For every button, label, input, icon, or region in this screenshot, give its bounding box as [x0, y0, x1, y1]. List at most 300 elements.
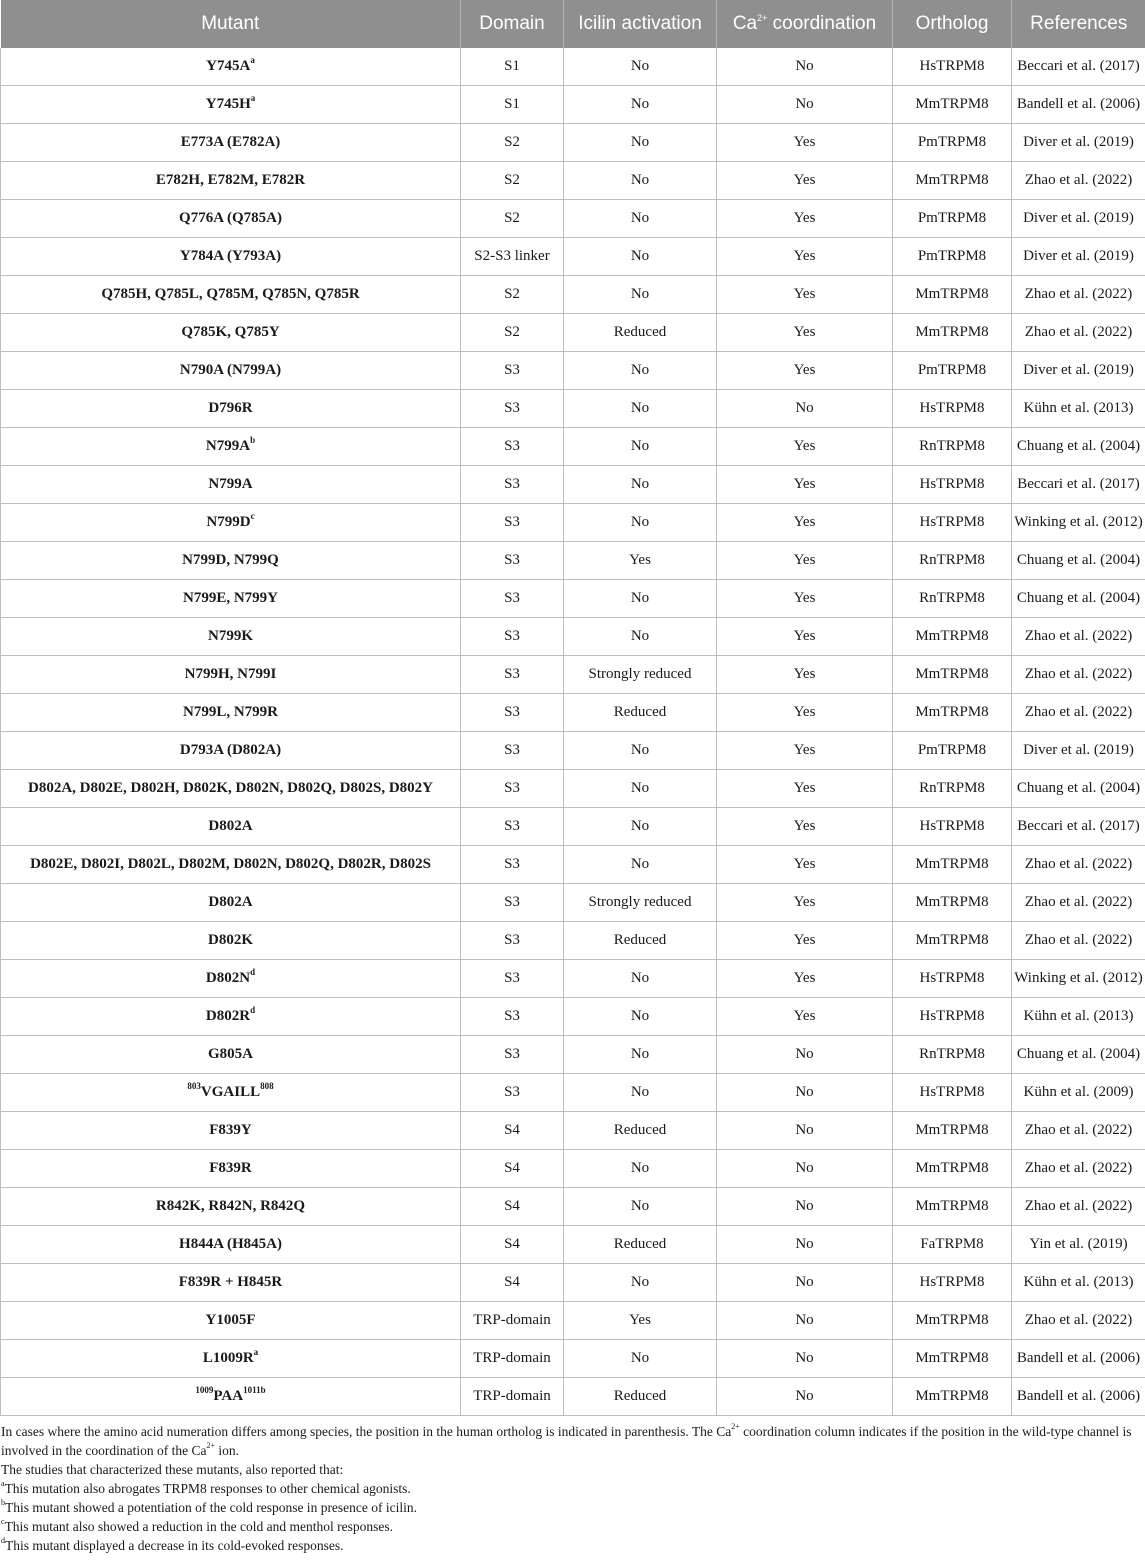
superscript: b — [1, 1497, 5, 1507]
cell-domain: TRP-domain — [461, 1302, 564, 1340]
text-run: Q785K, Q785Y — [181, 324, 280, 340]
cell-icilin-activation: No — [564, 124, 717, 162]
cell-icilin-activation: Reduced — [564, 922, 717, 960]
cell-ortholog: HsTRPM8 — [893, 998, 1012, 1036]
superscript: a — [250, 93, 256, 103]
cell-domain: S2-S3 linker — [461, 238, 564, 276]
cell-domain: S3 — [461, 846, 564, 884]
superscript: 1011b — [243, 1385, 266, 1395]
cell-ca-coordination: No — [717, 1302, 893, 1340]
cell-domain: S3 — [461, 770, 564, 808]
cell-ca-coordination: Yes — [717, 276, 893, 314]
cell-reference: Kühn et al. (2013) — [1012, 998, 1145, 1036]
text-run: ion. — [214, 1443, 239, 1458]
cell-reference: Zhao et al. (2022) — [1012, 1188, 1145, 1226]
cell-mutant — [1, 1226, 461, 1264]
table-row — [1, 922, 1145, 960]
cell-mutant — [1, 276, 461, 314]
cell-ortholog: RnTRPM8 — [893, 542, 1012, 580]
cell-domain: S3 — [461, 656, 564, 694]
text-run: VGAILL — [200, 1084, 261, 1100]
cell-reference: Zhao et al. (2022) — [1012, 314, 1145, 352]
cell-icilin-activation: Reduced — [564, 314, 717, 352]
table-row — [1, 48, 1145, 86]
table-footnotes — [0, 1416, 1145, 1555]
cell-ca-coordination: Yes — [717, 656, 893, 694]
cell-reference: Zhao et al. (2022) — [1012, 618, 1145, 656]
cell-mutant — [1, 86, 461, 124]
superscript: d — [250, 967, 256, 977]
cell-domain: S3 — [461, 884, 564, 922]
text-run: D793A (D802A) — [179, 742, 282, 758]
cell-domain: S3 — [461, 390, 564, 428]
cell-ortholog: RnTRPM8 — [893, 1036, 1012, 1074]
cell-ortholog: PmTRPM8 — [893, 124, 1012, 162]
cell-icilin-activation: No — [564, 390, 717, 428]
superscript: 2+ — [206, 1440, 215, 1450]
cell-ca-coordination: No — [717, 1036, 893, 1074]
cell-reference: Zhao et al. (2022) — [1012, 1112, 1145, 1150]
header-mutant: Mutant — [1, 0, 461, 48]
superscript: c — [250, 511, 255, 521]
text-run: D802K — [208, 932, 253, 948]
superscript: 1009 — [195, 1385, 214, 1395]
cell-ca-coordination: No — [717, 1188, 893, 1226]
table-row — [1, 200, 1145, 238]
text-run: D802A — [208, 818, 253, 834]
table-row — [1, 1340, 1145, 1378]
text-run: Q785H, Q785L, Q785M, Q785N, Q785R — [101, 286, 360, 302]
text-run: Q776A (Q785A) — [179, 210, 282, 226]
superscript: 2+ — [731, 1421, 740, 1431]
text-run: R842K, R842N, R842Q — [155, 1198, 306, 1214]
cell-mutant — [1, 314, 461, 352]
table-row — [1, 466, 1145, 504]
text-run: F839R + H845R — [178, 1274, 283, 1290]
cell-ortholog: HsTRPM8 — [893, 1074, 1012, 1112]
cell-ca-coordination: No — [717, 1150, 893, 1188]
table-row — [1, 1188, 1145, 1226]
table-row — [1, 124, 1145, 162]
cell-reference: Winking et al. (2012) — [1012, 504, 1145, 542]
text-run: L1009R — [202, 1350, 254, 1366]
cell-domain: S4 — [461, 1150, 564, 1188]
cell-domain: S3 — [461, 352, 564, 390]
cell-ortholog: HsTRPM8 — [893, 48, 1012, 86]
table-row — [1, 998, 1145, 1036]
superscript: d — [1, 1535, 5, 1545]
cell-ortholog: HsTRPM8 — [893, 466, 1012, 504]
cell-ortholog: MmTRPM8 — [893, 656, 1012, 694]
cell-ortholog: MmTRPM8 — [893, 276, 1012, 314]
table-body — [1, 48, 1145, 1416]
cell-reference: Diver et al. (2019) — [1012, 732, 1145, 770]
cell-mutant — [1, 656, 461, 694]
table-row — [1, 1302, 1145, 1340]
cell-mutant — [1, 200, 461, 238]
text-run: N799D, N799Q — [182, 552, 279, 568]
cell-icilin-activation: No — [564, 238, 717, 276]
text-run: N799H, N799I — [184, 666, 277, 682]
text-run: N790A (N799A) — [179, 362, 282, 378]
table-row — [1, 770, 1145, 808]
table-row — [1, 808, 1145, 846]
cell-mutant — [1, 1188, 461, 1226]
superscript: a — [250, 55, 255, 65]
text-run: In cases where the amino acid numeration differs among species, the position in the human ortholog is indicated in parenthesis. The Ca — [1, 1424, 732, 1439]
cell-mutant — [1, 428, 461, 466]
cell-domain: S3 — [461, 732, 564, 770]
cell-ca-coordination: Yes — [717, 124, 893, 162]
cell-reference: Bandell et al. (2006) — [1012, 1378, 1145, 1416]
text-run: F839R — [209, 1160, 252, 1176]
cell-mutant — [1, 960, 461, 998]
cell-ca-coordination: No — [717, 1378, 893, 1416]
cell-ortholog: PmTRPM8 — [893, 352, 1012, 390]
cell-ca-coordination: Yes — [717, 504, 893, 542]
cell-icilin-activation: No — [564, 618, 717, 656]
footnote — [1, 1498, 1143, 1517]
cell-icilin-activation: No — [564, 504, 717, 542]
cell-mutant — [1, 694, 461, 732]
cell-icilin-activation: No — [564, 732, 717, 770]
cell-reference: Kühn et al. (2013) — [1012, 390, 1145, 428]
cell-mutant — [1, 48, 461, 86]
cell-ortholog: PmTRPM8 — [893, 238, 1012, 276]
cell-domain: S2 — [461, 124, 564, 162]
cell-icilin-activation: No — [564, 1150, 717, 1188]
cell-ortholog: HsTRPM8 — [893, 504, 1012, 542]
superscript: a — [1, 1478, 5, 1488]
table-row — [1, 504, 1145, 542]
cell-mutant — [1, 1264, 461, 1302]
cell-mutant — [1, 390, 461, 428]
cell-domain: S4 — [461, 1112, 564, 1150]
text-run: N799A — [208, 476, 253, 492]
cell-mutant — [1, 1074, 461, 1112]
table-row — [1, 1226, 1145, 1264]
cell-ca-coordination: Yes — [717, 770, 893, 808]
cell-icilin-activation: Reduced — [564, 694, 717, 732]
cell-icilin-activation: Reduced — [564, 1226, 717, 1264]
cell-mutant — [1, 922, 461, 960]
cell-reference: Kühn et al. (2009) — [1012, 1074, 1145, 1112]
cell-ortholog: MmTRPM8 — [893, 884, 1012, 922]
cell-domain: TRP-domain — [461, 1340, 564, 1378]
cell-ca-coordination: Yes — [717, 542, 893, 580]
cell-ortholog: MmTRPM8 — [893, 314, 1012, 352]
superscript: d — [250, 1005, 256, 1015]
cell-mutant — [1, 1340, 461, 1378]
cell-ortholog: MmTRPM8 — [893, 1112, 1012, 1150]
cell-ortholog: MmTRPM8 — [893, 1340, 1012, 1378]
cell-mutant — [1, 1302, 461, 1340]
cell-mutant — [1, 846, 461, 884]
cell-ca-coordination: Yes — [717, 238, 893, 276]
cell-ca-coordination: Yes — [717, 922, 893, 960]
text-run: Y745H — [205, 96, 251, 112]
cell-ortholog: MmTRPM8 — [893, 162, 1012, 200]
cell-ca-coordination: Yes — [717, 428, 893, 466]
table-row — [1, 732, 1145, 770]
cell-reference: Zhao et al. (2022) — [1012, 846, 1145, 884]
header-ortholog: Ortholog — [893, 0, 1012, 48]
cell-reference: Zhao et al. (2022) — [1012, 656, 1145, 694]
cell-mutant — [1, 542, 461, 580]
cell-mutant — [1, 1112, 461, 1150]
cell-reference: Zhao et al. (2022) — [1012, 162, 1145, 200]
cell-domain: S2 — [461, 162, 564, 200]
text-run: N799A — [205, 438, 251, 454]
cell-domain: S3 — [461, 694, 564, 732]
cell-mutant — [1, 1036, 461, 1074]
cell-icilin-activation: No — [564, 770, 717, 808]
table-row — [1, 884, 1145, 922]
cell-mutant — [1, 1150, 461, 1188]
cell-ca-coordination: Yes — [717, 352, 893, 390]
table-row — [1, 428, 1145, 466]
cell-ortholog: HsTRPM8 — [893, 390, 1012, 428]
cell-icilin-activation: No — [564, 466, 717, 504]
cell-mutant — [1, 1378, 461, 1416]
table-row — [1, 542, 1145, 580]
cell-domain: S3 — [461, 922, 564, 960]
table-row — [1, 162, 1145, 200]
cell-mutant — [1, 504, 461, 542]
header-ca-coordination — [717, 0, 893, 48]
cell-reference: Diver et al. (2019) — [1012, 352, 1145, 390]
cell-reference: Beccari et al. (2017) — [1012, 48, 1145, 86]
table-row — [1, 86, 1145, 124]
cell-domain: S3 — [461, 998, 564, 1036]
cell-icilin-activation: No — [564, 846, 717, 884]
cell-reference: Chuang et al. (2004) — [1012, 428, 1145, 466]
cell-ortholog: MmTRPM8 — [893, 86, 1012, 124]
superscript: c — [1, 1516, 5, 1526]
cell-icilin-activation: No — [564, 1264, 717, 1302]
cell-ortholog: MmTRPM8 — [893, 1150, 1012, 1188]
cell-ca-coordination: Yes — [717, 732, 893, 770]
table-row — [1, 580, 1145, 618]
footnote — [1, 1479, 1143, 1498]
table-row — [1, 314, 1145, 352]
cell-ortholog: MmTRPM8 — [893, 922, 1012, 960]
text-run: D802A, D802E, D802H, D802K, D802N, D802Q, D802S, D802Y — [27, 780, 433, 796]
cell-domain: S3 — [461, 960, 564, 998]
ca-header-sup: 2+ — [757, 12, 768, 23]
cell-ca-coordination: No — [717, 48, 893, 86]
cell-ca-coordination: No — [717, 1112, 893, 1150]
cell-domain: S1 — [461, 86, 564, 124]
cell-reference: Zhao et al. (2022) — [1012, 1150, 1145, 1188]
table-row — [1, 390, 1145, 428]
cell-domain: S3 — [461, 808, 564, 846]
cell-reference: Chuang et al. (2004) — [1012, 770, 1145, 808]
cell-domain: S4 — [461, 1226, 564, 1264]
table-row — [1, 1150, 1145, 1188]
table-row — [1, 352, 1145, 390]
cell-mutant — [1, 162, 461, 200]
table-row — [1, 846, 1145, 884]
cell-icilin-activation: No — [564, 48, 717, 86]
table-row — [1, 1112, 1145, 1150]
cell-ca-coordination: Yes — [717, 884, 893, 922]
text-run: G805A — [208, 1046, 253, 1062]
cell-ca-coordination: No — [717, 86, 893, 124]
cell-ca-coordination: No — [717, 1074, 893, 1112]
cell-domain: S3 — [461, 428, 564, 466]
cell-mutant — [1, 732, 461, 770]
text-run: The studies that characterized these mutants, also reported that: — [1, 1462, 344, 1477]
cell-domain: S3 — [461, 580, 564, 618]
cell-ortholog: PmTRPM8 — [893, 200, 1012, 238]
cell-icilin-activation: No — [564, 276, 717, 314]
cell-ca-coordination: No — [717, 390, 893, 428]
cell-icilin-activation: No — [564, 808, 717, 846]
cell-domain: S4 — [461, 1264, 564, 1302]
cell-ortholog: RnTRPM8 — [893, 428, 1012, 466]
cell-reference: Zhao et al. (2022) — [1012, 1302, 1145, 1340]
text-run: This mutation also abrogates TRPM8 responses to other chemical agonists. — [4, 1481, 411, 1496]
ca-header-pre: Ca — [732, 13, 758, 34]
cell-domain: S2 — [461, 314, 564, 352]
text-run: D802R — [205, 1008, 251, 1024]
cell-domain: S3 — [461, 466, 564, 504]
cell-ortholog: PmTRPM8 — [893, 732, 1012, 770]
cell-ortholog: FaTRPM8 — [893, 1226, 1012, 1264]
cell-reference: Winking et al. (2012) — [1012, 960, 1145, 998]
cell-icilin-activation: No — [564, 1188, 717, 1226]
header-references: References — [1012, 0, 1145, 48]
cell-ca-coordination: Yes — [717, 580, 893, 618]
text-run: N799E, N799Y — [182, 590, 278, 606]
cell-ortholog: MmTRPM8 — [893, 1302, 1012, 1340]
cell-icilin-activation: Yes — [564, 1302, 717, 1340]
cell-domain: S2 — [461, 200, 564, 238]
cell-mutant — [1, 124, 461, 162]
cell-reference: Zhao et al. (2022) — [1012, 922, 1145, 960]
cell-ca-coordination: Yes — [717, 846, 893, 884]
cell-mutant — [1, 998, 461, 1036]
text-run: This mutant showed a potentiation of the cold response in presence of icilin. — [5, 1500, 418, 1515]
cell-reference: Yin et al. (2019) — [1012, 1226, 1145, 1264]
footnote — [1, 1460, 1143, 1479]
cell-domain: S3 — [461, 542, 564, 580]
table-row — [1, 1264, 1145, 1302]
cell-ca-coordination: No — [717, 1340, 893, 1378]
cell-domain: S3 — [461, 618, 564, 656]
cell-domain: S3 — [461, 1074, 564, 1112]
cell-domain: S3 — [461, 1036, 564, 1074]
text-run: Y784A (Y793A) — [179, 248, 282, 264]
superscript: b — [250, 435, 256, 445]
cell-ortholog: MmTRPM8 — [893, 618, 1012, 656]
text-run: D802N — [205, 970, 251, 986]
header-row — [1, 0, 1145, 48]
cell-ca-coordination: Yes — [717, 960, 893, 998]
footnote — [1, 1536, 1143, 1555]
cell-icilin-activation: No — [564, 162, 717, 200]
text-run: N799D — [206, 514, 251, 530]
cell-reference: Beccari et al. (2017) — [1012, 466, 1145, 504]
cell-ortholog: MmTRPM8 — [893, 1188, 1012, 1226]
cell-icilin-activation: Reduced — [564, 1112, 717, 1150]
cell-mutant — [1, 580, 461, 618]
table-row — [1, 960, 1145, 998]
ca-header-post: coordination — [767, 13, 877, 34]
superscript: a — [253, 1347, 259, 1357]
cell-reference: Bandell et al. (2006) — [1012, 86, 1145, 124]
cell-ca-coordination: Yes — [717, 314, 893, 352]
cell-ortholog: MmTRPM8 — [893, 846, 1012, 884]
cell-icilin-activation: Reduced — [564, 1378, 717, 1416]
cell-domain: TRP-domain — [461, 1378, 564, 1416]
cell-ortholog: HsTRPM8 — [893, 808, 1012, 846]
cell-ca-coordination: Yes — [717, 998, 893, 1036]
header-domain: Domain — [461, 0, 564, 48]
cell-mutant — [1, 618, 461, 656]
table-row — [1, 276, 1145, 314]
cell-ca-coordination: No — [717, 1226, 893, 1264]
cell-reference: Beccari et al. (2017) — [1012, 808, 1145, 846]
cell-ortholog: RnTRPM8 — [893, 770, 1012, 808]
text-run: E773A (E782A) — [180, 134, 281, 150]
text-run: Y1005F — [205, 1312, 256, 1328]
text-run: D802E, D802I, D802L, D802M, D802N, D802Q, D802R, D802S — [30, 856, 431, 872]
footnote — [1, 1517, 1143, 1536]
cell-ca-coordination: Yes — [717, 466, 893, 504]
cell-domain: S4 — [461, 1188, 564, 1226]
cell-mutant — [1, 884, 461, 922]
cell-icilin-activation: No — [564, 200, 717, 238]
cell-mutant — [1, 770, 461, 808]
cell-ca-coordination: Yes — [717, 200, 893, 238]
cell-reference: Zhao et al. (2022) — [1012, 276, 1145, 314]
table-row — [1, 1074, 1145, 1112]
cell-ca-coordination: Yes — [717, 618, 893, 656]
cell-icilin-activation: No — [564, 352, 717, 390]
cell-domain: S3 — [461, 504, 564, 542]
text-run: D796R — [208, 400, 253, 416]
cell-ca-coordination: No — [717, 1264, 893, 1302]
cell-ortholog: HsTRPM8 — [893, 1264, 1012, 1302]
text-run: D802A — [208, 894, 253, 910]
cell-ortholog: MmTRPM8 — [893, 694, 1012, 732]
cell-ca-coordination: Yes — [717, 808, 893, 846]
cell-reference: Bandell et al. (2006) — [1012, 1340, 1145, 1378]
text-run: E782H, E782M, E782R — [155, 172, 306, 188]
cell-reference: Chuang et al. (2004) — [1012, 580, 1145, 618]
cell-ca-coordination: Yes — [717, 162, 893, 200]
cell-icilin-activation: No — [564, 1340, 717, 1378]
cell-icilin-activation: No — [564, 428, 717, 466]
cell-ortholog: RnTRPM8 — [893, 580, 1012, 618]
cell-reference: Zhao et al. (2022) — [1012, 884, 1145, 922]
table-row — [1, 238, 1145, 276]
cell-icilin-activation: No — [564, 1036, 717, 1074]
cell-icilin-activation: No — [564, 1074, 717, 1112]
text-run: N799K — [208, 628, 253, 644]
cell-mutant — [1, 466, 461, 504]
cell-ortholog: MmTRPM8 — [893, 1378, 1012, 1416]
table-row — [1, 694, 1145, 732]
cell-ortholog: HsTRPM8 — [893, 960, 1012, 998]
cell-icilin-activation: Strongly reduced — [564, 656, 717, 694]
cell-icilin-activation: No — [564, 998, 717, 1036]
text-run: PAA — [213, 1388, 244, 1404]
cell-icilin-activation: Strongly reduced — [564, 884, 717, 922]
cell-domain: S1 — [461, 48, 564, 86]
